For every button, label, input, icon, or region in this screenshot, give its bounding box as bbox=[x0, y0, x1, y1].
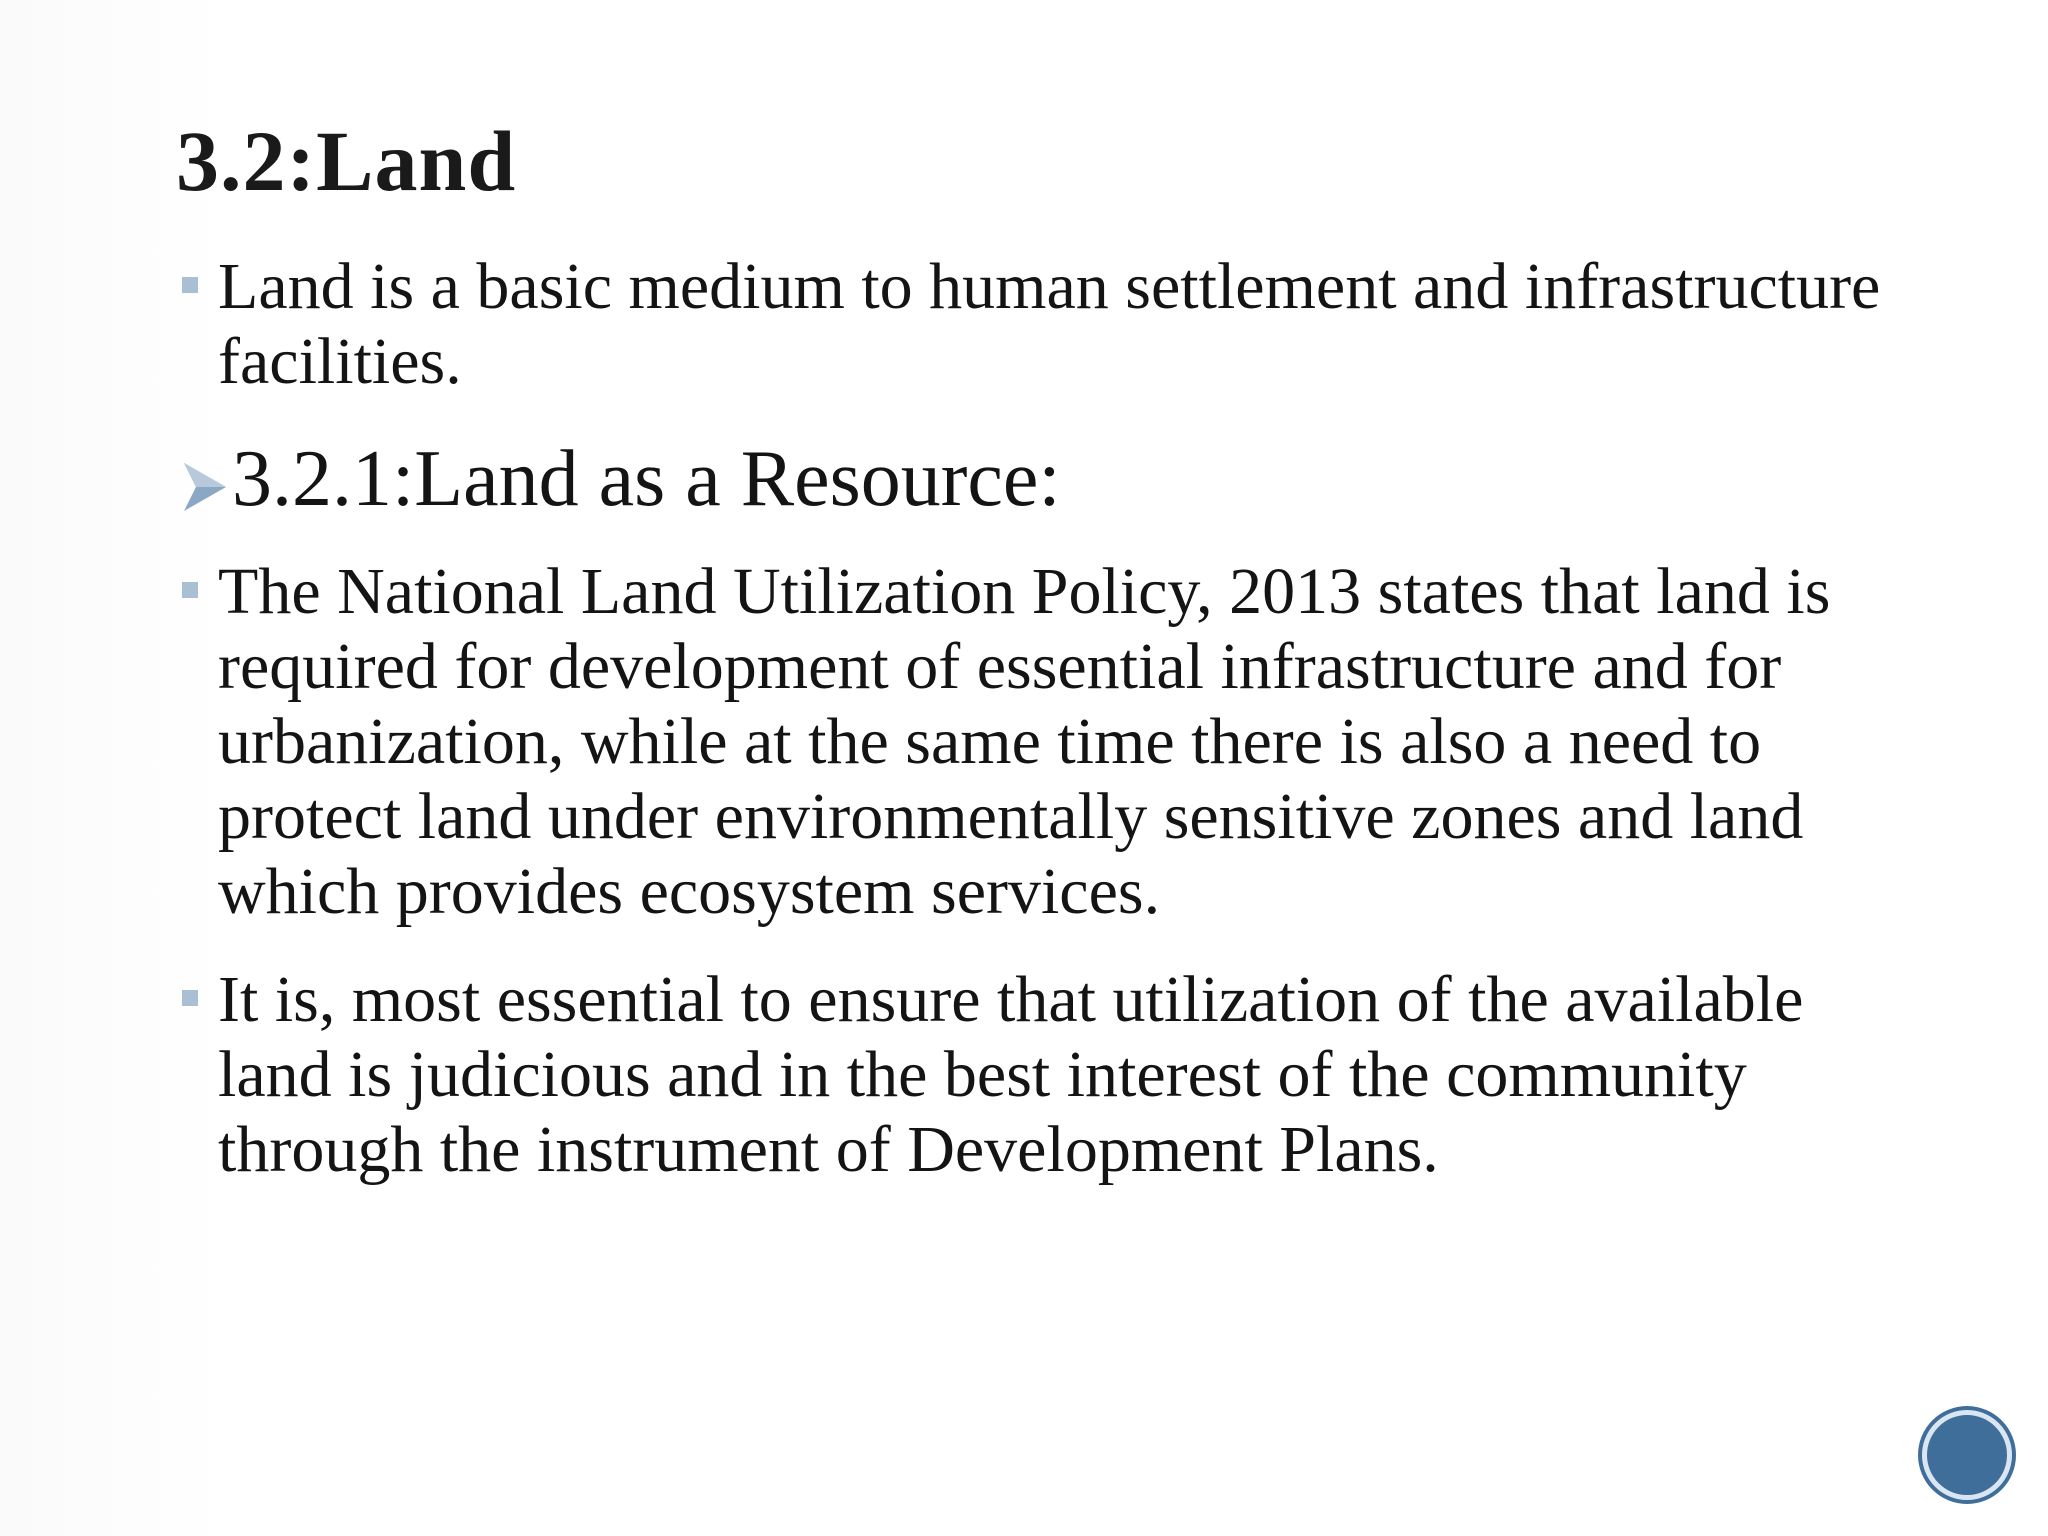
square-bullet-icon bbox=[182, 990, 198, 1006]
subheading-text: 3.2.1:Land as a Resource: bbox=[232, 435, 1061, 523]
arrow-bullet-icon bbox=[182, 459, 230, 515]
bullet-text: The National Land Utilization Policy, 2013 states that land is required for development of essential infrastructure and for urbanization, while at the same time there is also a need to protect land under environmentally sensitive zones and land which provides ecosystem services. bbox=[218, 555, 1831, 928]
bullet-item bbox=[218, 962, 1918, 1187]
square-bullet-icon bbox=[182, 277, 198, 293]
subheading bbox=[182, 434, 1061, 524]
circle-nav-icon[interactable] bbox=[1922, 1410, 2012, 1500]
slide-title: 3.2:Land bbox=[176, 113, 517, 209]
bullet-item bbox=[218, 249, 1918, 399]
square-bullet-icon bbox=[182, 582, 198, 598]
bullet-text: Land is a basic medium to human settlement and infrastructure facilities. bbox=[218, 250, 1881, 398]
bullet-text: It is, most essential to ensure that utilization of the available land is judicious and in the best interest of the community through the instrument of Development Plans. bbox=[218, 963, 1804, 1186]
bullet-item bbox=[218, 554, 1918, 929]
